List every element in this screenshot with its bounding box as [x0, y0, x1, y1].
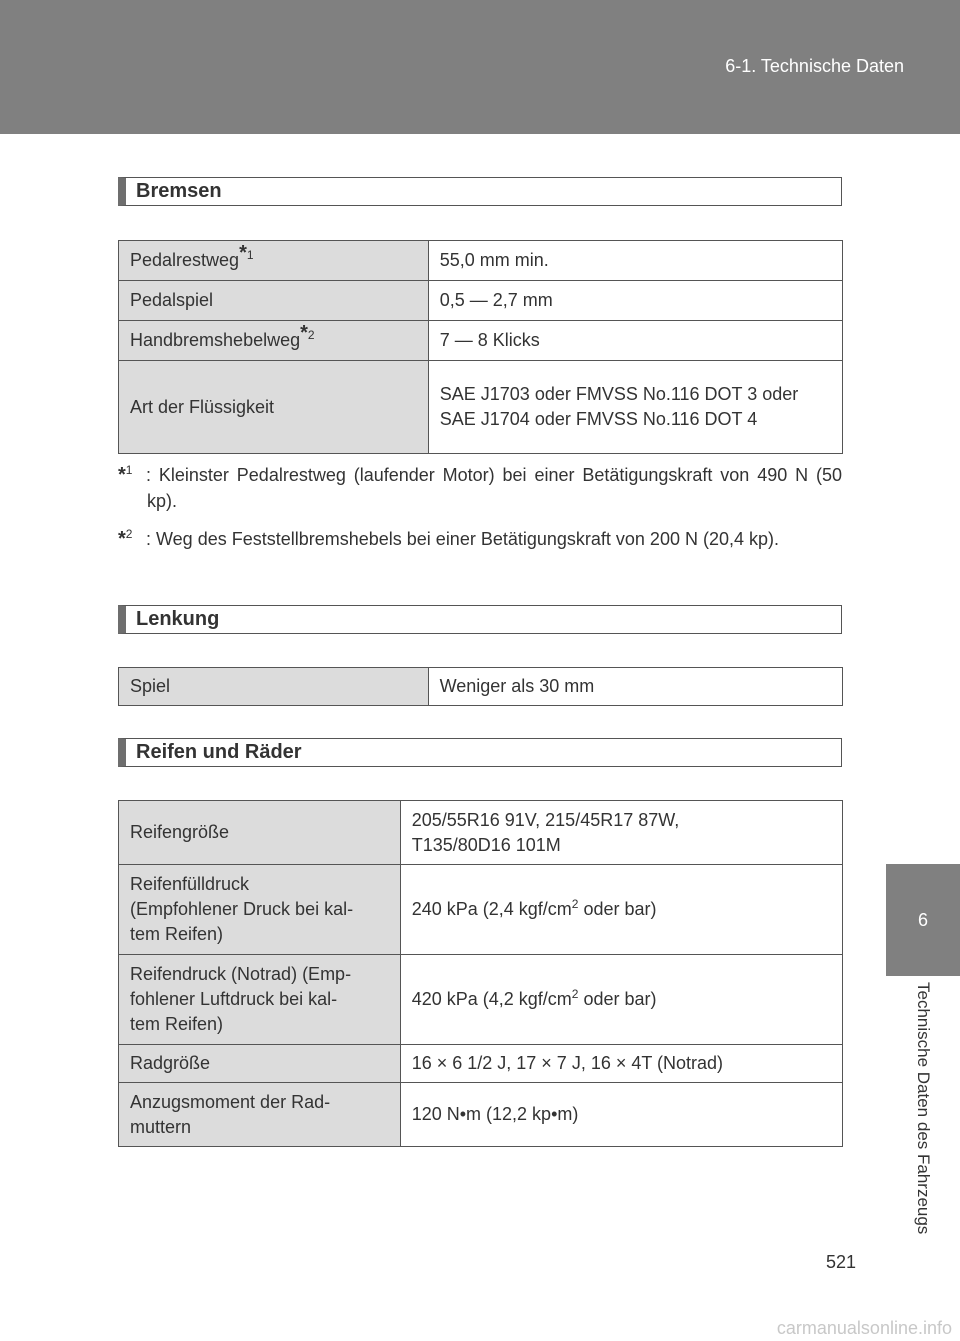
- row-value: 205/55R16 91V, 215/45R17 87W, T135/80D16 101M: [400, 801, 842, 865]
- row-label: Spiel: [119, 668, 429, 706]
- table-row: [119, 281, 843, 321]
- table-row: [119, 865, 843, 955]
- footnote: [118, 526, 842, 552]
- row-value: 120 N•m (12,2 kp•m): [400, 1083, 842, 1147]
- table-row: [119, 361, 843, 454]
- watermark: carmanualsonline.info: [776, 1318, 952, 1338]
- row-label: Pedalrestweg$^{*1}$: [119, 241, 429, 281]
- row-label: Art der Flüssigkeit: [119, 361, 429, 454]
- table-row: [119, 1083, 843, 1147]
- footnote-marker: *$^1$: [118, 463, 133, 486]
- chapter-number: 6: [917, 909, 928, 930]
- tires-table: [118, 800, 843, 1147]
- row-value: SAE J1703 oder FMVSS No.116 DOT 3 oder SAE J1704 oder FMVSS No.116 DOT 4: [428, 361, 842, 454]
- row-label: Pedalspiel: [119, 281, 429, 321]
- row-label: Anzugsmoment der Rad- muttern: [119, 1083, 401, 1147]
- row-value: 0,5 — 2,7 mm: [428, 281, 842, 321]
- section-heading-steering: Lenkung: [118, 605, 842, 634]
- table-row: [119, 241, 843, 281]
- table-row: [119, 955, 843, 1045]
- steering-table: [118, 667, 843, 706]
- footnote-text: : Weg des Feststellbremshebels bei einer Betätigungskraft von 200 N (20,4 kp).: [146, 529, 779, 549]
- table-row: [119, 321, 843, 361]
- row-label: Radgröße: [119, 1045, 401, 1083]
- chapter-label: Technische Daten des Fahrzeugs: [914, 982, 933, 1235]
- footnote-marker: *$^2$: [118, 527, 133, 550]
- page-number: 521: [826, 1252, 857, 1272]
- row-value: Weniger als 30 mm: [428, 668, 842, 706]
- row-value: 16 × 6 1/2 J, 17 × 7 J, 16 × 4T (Notrad): [400, 1045, 842, 1083]
- chapter-label-container: [886, 982, 960, 1252]
- row-value: 55,0 mm min.: [428, 241, 842, 281]
- footnote-text: : Kleinster Pedalrestweg (laufender Motor) bei einer Betätigungskraft von 490 N (50 kp).: [146, 465, 842, 511]
- brakes-table: [118, 240, 843, 454]
- section-heading-tires: Reifen und Räder: [118, 738, 842, 767]
- row-label: Handbremshebelweg$^{*2}$: [119, 321, 429, 361]
- section-header: 6-1. Technische Daten: [725, 56, 904, 76]
- table-row: [119, 801, 843, 865]
- row-value: 420 kPa (4,2 kgf/$cm^2$ oder bar): [400, 955, 842, 1045]
- row-value: 240 kPa (2,4 kgf/$cm^2$ oder bar): [400, 865, 842, 955]
- row-label: Reifengröße: [119, 801, 401, 865]
- chapter-tab[interactable]: [886, 864, 960, 976]
- row-value: 7 — 8 Klicks: [428, 321, 842, 361]
- table-row: [119, 1045, 843, 1083]
- footnote: [118, 462, 842, 514]
- table-row: [119, 668, 843, 706]
- row-label: Reifenfülldruck (Empfohlener Druck bei kal- tem Reifen): [119, 865, 401, 955]
- row-label: Reifendruck (Notrad) (Emp- fohlener Luftdruck bei kal- tem Reifen): [119, 955, 401, 1045]
- section-heading-brakes: Bremsen: [118, 177, 842, 206]
